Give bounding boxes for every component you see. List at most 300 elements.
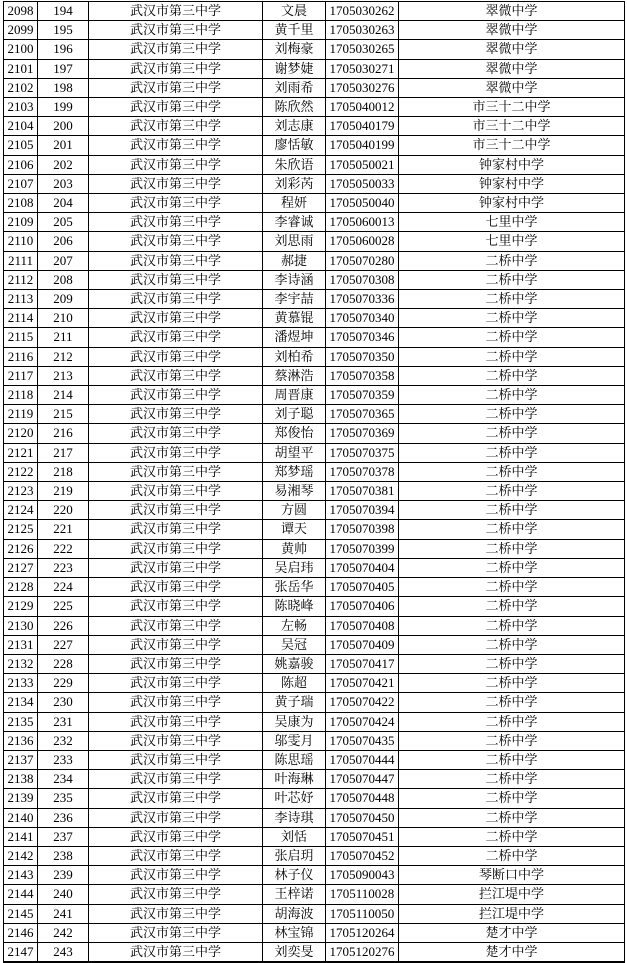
cell-school: 武汉市第三中学 xyxy=(89,309,263,328)
cell-roll-no: 225 xyxy=(38,597,89,616)
cell-exam-id: 1705110028 xyxy=(326,885,399,904)
cell-origin-school: 二桥中学 xyxy=(399,290,625,309)
cell-student-name: 程妍 xyxy=(263,194,326,213)
cell-school: 武汉市第三中学 xyxy=(89,174,263,193)
cell-exam-id: 1705070336 xyxy=(326,290,399,309)
cell-exam-id: 1705040012 xyxy=(326,98,399,117)
table-row xyxy=(4,846,625,865)
table-row xyxy=(4,770,625,789)
cell-student-name: 易湘琴 xyxy=(263,482,326,501)
cell-exam-id: 1705030271 xyxy=(326,59,399,78)
cell-student-name: 方圆 xyxy=(263,501,326,520)
cell-exam-id: 1705040199 xyxy=(326,136,399,155)
table-row xyxy=(4,194,625,213)
table-row xyxy=(4,251,625,270)
cell-origin-school: 二桥中学 xyxy=(399,789,625,808)
table-row xyxy=(4,309,625,328)
cell-exam-id: 1705040179 xyxy=(326,117,399,136)
cell-school: 武汉市第三中学 xyxy=(89,827,263,846)
cell-seq: 2144 xyxy=(4,885,38,904)
cell-roll-no: 209 xyxy=(38,290,89,309)
cell-school: 武汉市第三中学 xyxy=(89,40,263,59)
cell-roll-no: 234 xyxy=(38,770,89,789)
cell-seq: 2110 xyxy=(4,232,38,251)
table-row xyxy=(4,693,625,712)
cell-exam-id: 1705070350 xyxy=(326,347,399,366)
cell-seq: 2112 xyxy=(4,270,38,289)
cell-origin-school: 楚才中学 xyxy=(399,942,625,962)
cell-student-name: 吴冠 xyxy=(263,635,326,654)
table-row xyxy=(4,270,625,289)
cell-roll-no: 240 xyxy=(38,885,89,904)
cell-roll-no: 218 xyxy=(38,462,89,481)
cell-seq: 2135 xyxy=(4,712,38,731)
cell-student-name: 邬雯月 xyxy=(263,731,326,750)
cell-exam-id: 1705050021 xyxy=(326,155,399,174)
cell-roll-no: 217 xyxy=(38,443,89,462)
cell-roll-no: 236 xyxy=(38,808,89,827)
cell-student-name: 黄千里 xyxy=(263,21,326,40)
cell-school: 武汉市第三中学 xyxy=(89,750,263,769)
cell-student-name: 刘彩芮 xyxy=(263,174,326,193)
cell-exam-id: 1705070409 xyxy=(326,635,399,654)
cell-student-name: 刘奕旻 xyxy=(263,942,326,962)
cell-exam-id: 1705070450 xyxy=(326,808,399,827)
cell-roll-no: 242 xyxy=(38,923,89,942)
cell-school: 武汉市第三中学 xyxy=(89,654,263,673)
cell-roll-no: 199 xyxy=(38,98,89,117)
cell-school: 武汉市第三中学 xyxy=(89,482,263,501)
cell-exam-id: 1705070408 xyxy=(326,616,399,635)
cell-school: 武汉市第三中学 xyxy=(89,885,263,904)
cell-seq: 2105 xyxy=(4,136,38,155)
cell-exam-id: 1705030263 xyxy=(326,21,399,40)
cell-student-name: 胡望平 xyxy=(263,443,326,462)
cell-exam-id: 1705070406 xyxy=(326,597,399,616)
cell-student-name: 刘恬 xyxy=(263,827,326,846)
cell-roll-no: 200 xyxy=(38,117,89,136)
cell-origin-school: 二桥中学 xyxy=(399,347,625,366)
cell-exam-id: 1705070452 xyxy=(326,846,399,865)
cell-student-name: 刘子聪 xyxy=(263,405,326,424)
table-row xyxy=(4,866,625,885)
cell-school: 武汉市第三中学 xyxy=(89,213,263,232)
cell-roll-no: 235 xyxy=(38,789,89,808)
cell-roll-no: 224 xyxy=(38,578,89,597)
cell-origin-school: 翠微中学 xyxy=(399,2,625,21)
cell-exam-id: 1705070280 xyxy=(326,251,399,270)
table-row xyxy=(4,290,625,309)
table-row xyxy=(4,616,625,635)
cell-roll-no: 198 xyxy=(38,78,89,97)
cell-school: 武汉市第三中学 xyxy=(89,117,263,136)
cell-school: 武汉市第三中学 xyxy=(89,846,263,865)
cell-origin-school: 二桥中学 xyxy=(399,770,625,789)
cell-origin-school: 拦江堤中学 xyxy=(399,885,625,904)
cell-roll-no: 220 xyxy=(38,501,89,520)
cell-roll-no: 241 xyxy=(38,904,89,923)
cell-origin-school: 二桥中学 xyxy=(399,712,625,731)
cell-seq: 2119 xyxy=(4,405,38,424)
cell-school: 武汉市第三中学 xyxy=(89,712,263,731)
cell-school: 武汉市第三中学 xyxy=(89,290,263,309)
cell-roll-no: 210 xyxy=(38,309,89,328)
table-row xyxy=(4,443,625,462)
cell-seq: 2106 xyxy=(4,155,38,174)
cell-origin-school: 二桥中学 xyxy=(399,616,625,635)
cell-school: 武汉市第三中学 xyxy=(89,520,263,539)
cell-origin-school: 楚才中学 xyxy=(399,923,625,942)
cell-seq: 2123 xyxy=(4,482,38,501)
cell-origin-school: 市三十二中学 xyxy=(399,117,625,136)
cell-exam-id: 1705070375 xyxy=(326,443,399,462)
cell-exam-id: 1705070381 xyxy=(326,482,399,501)
cell-school: 武汉市第三中学 xyxy=(89,2,263,21)
cell-school: 武汉市第三中学 xyxy=(89,942,263,962)
cell-origin-school: 二桥中学 xyxy=(399,386,625,405)
cell-seq: 2107 xyxy=(4,174,38,193)
cell-origin-school: 二桥中学 xyxy=(399,424,625,443)
cell-origin-school: 二桥中学 xyxy=(399,328,625,347)
cell-exam-id: 1705070378 xyxy=(326,462,399,481)
student-roster-table-body xyxy=(4,2,625,963)
cell-origin-school: 二桥中学 xyxy=(399,405,625,424)
cell-seq: 2127 xyxy=(4,558,38,577)
cell-roll-no: 227 xyxy=(38,635,89,654)
cell-exam-id: 1705050033 xyxy=(326,174,399,193)
cell-roll-no: 219 xyxy=(38,482,89,501)
cell-exam-id: 1705050040 xyxy=(326,194,399,213)
cell-origin-school: 二桥中学 xyxy=(399,482,625,501)
cell-roll-no: 221 xyxy=(38,520,89,539)
cell-school: 武汉市第三中学 xyxy=(89,808,263,827)
cell-seq: 2098 xyxy=(4,2,38,21)
cell-student-name: 姚嘉骏 xyxy=(263,654,326,673)
cell-school: 武汉市第三中学 xyxy=(89,405,263,424)
cell-school: 武汉市第三中学 xyxy=(89,443,263,462)
cell-student-name: 李睿诚 xyxy=(263,213,326,232)
table-row xyxy=(4,347,625,366)
cell-student-name: 王梓诺 xyxy=(263,885,326,904)
cell-roll-no: 232 xyxy=(38,731,89,750)
table-row xyxy=(4,654,625,673)
cell-exam-id: 1705120264 xyxy=(326,923,399,942)
table-row xyxy=(4,885,625,904)
cell-exam-id: 1705070340 xyxy=(326,309,399,328)
cell-exam-id: 1705070444 xyxy=(326,750,399,769)
cell-exam-id: 1705070365 xyxy=(326,405,399,424)
cell-student-name: 李宇喆 xyxy=(263,290,326,309)
cell-roll-no: 214 xyxy=(38,386,89,405)
cell-school: 武汉市第三中学 xyxy=(89,59,263,78)
cell-school: 武汉市第三中学 xyxy=(89,232,263,251)
table-row xyxy=(4,731,625,750)
cell-school: 武汉市第三中学 xyxy=(89,731,263,750)
cell-seq: 2132 xyxy=(4,654,38,673)
table-row xyxy=(4,923,625,942)
cell-seq: 2113 xyxy=(4,290,38,309)
cell-origin-school: 翠微中学 xyxy=(399,40,625,59)
cell-seq: 2137 xyxy=(4,750,38,769)
cell-student-name: 吴启玮 xyxy=(263,558,326,577)
cell-school: 武汉市第三中学 xyxy=(89,501,263,520)
table-row xyxy=(4,539,625,558)
cell-school: 武汉市第三中学 xyxy=(89,578,263,597)
cell-school: 武汉市第三中学 xyxy=(89,78,263,97)
cell-school: 武汉市第三中学 xyxy=(89,693,263,712)
cell-seq: 2146 xyxy=(4,923,38,942)
cell-student-name: 郝捷 xyxy=(263,251,326,270)
cell-school: 武汉市第三中学 xyxy=(89,789,263,808)
cell-school: 武汉市第三中学 xyxy=(89,251,263,270)
cell-exam-id: 1705070448 xyxy=(326,789,399,808)
table-row xyxy=(4,904,625,923)
table-row xyxy=(4,405,625,424)
cell-seq: 2118 xyxy=(4,386,38,405)
cell-school: 武汉市第三中学 xyxy=(89,866,263,885)
cell-seq: 2104 xyxy=(4,117,38,136)
cell-school: 武汉市第三中学 xyxy=(89,674,263,693)
cell-roll-no: 223 xyxy=(38,558,89,577)
cell-school: 武汉市第三中学 xyxy=(89,270,263,289)
cell-seq: 2139 xyxy=(4,789,38,808)
cell-student-name: 林宝锦 xyxy=(263,923,326,942)
cell-origin-school: 拦江堤中学 xyxy=(399,904,625,923)
cell-origin-school: 二桥中学 xyxy=(399,827,625,846)
cell-seq: 2133 xyxy=(4,674,38,693)
cell-student-name: 郑梦瑶 xyxy=(263,462,326,481)
table-row xyxy=(4,232,625,251)
cell-roll-no: 213 xyxy=(38,366,89,385)
table-row xyxy=(4,597,625,616)
cell-origin-school: 翠微中学 xyxy=(399,78,625,97)
cell-student-name: 左畅 xyxy=(263,616,326,635)
cell-exam-id: 1705070369 xyxy=(326,424,399,443)
cell-roll-no: 204 xyxy=(38,194,89,213)
cell-exam-id: 1705070435 xyxy=(326,731,399,750)
cell-origin-school: 二桥中学 xyxy=(399,558,625,577)
table-row xyxy=(4,59,625,78)
cell-student-name: 陈欣然 xyxy=(263,98,326,117)
cell-school: 武汉市第三中学 xyxy=(89,558,263,577)
cell-student-name: 胡海波 xyxy=(263,904,326,923)
cell-seq: 2117 xyxy=(4,366,38,385)
cell-school: 武汉市第三中学 xyxy=(89,539,263,558)
cell-roll-no: 202 xyxy=(38,155,89,174)
cell-student-name: 刘志康 xyxy=(263,117,326,136)
cell-roll-no: 211 xyxy=(38,328,89,347)
cell-origin-school: 二桥中学 xyxy=(399,539,625,558)
cell-school: 武汉市第三中学 xyxy=(89,347,263,366)
cell-origin-school: 二桥中学 xyxy=(399,251,625,270)
cell-exam-id: 1705060013 xyxy=(326,213,399,232)
table-row xyxy=(4,942,625,962)
cell-exam-id: 1705030276 xyxy=(326,78,399,97)
cell-origin-school: 二桥中学 xyxy=(399,366,625,385)
cell-exam-id: 1705070308 xyxy=(326,270,399,289)
cell-seq: 2136 xyxy=(4,731,38,750)
cell-seq: 2109 xyxy=(4,213,38,232)
cell-seq: 2143 xyxy=(4,866,38,885)
cell-roll-no: 195 xyxy=(38,21,89,40)
cell-school: 武汉市第三中学 xyxy=(89,635,263,654)
cell-student-name: 谭天 xyxy=(263,520,326,539)
table-row xyxy=(4,40,625,59)
cell-student-name: 文晨 xyxy=(263,2,326,21)
cell-seq: 2101 xyxy=(4,59,38,78)
cell-seq: 2099 xyxy=(4,21,38,40)
cell-student-name: 廖恬敏 xyxy=(263,136,326,155)
table-row xyxy=(4,136,625,155)
table-row xyxy=(4,482,625,501)
cell-exam-id: 1705070359 xyxy=(326,386,399,405)
cell-student-name: 蔡淋浩 xyxy=(263,366,326,385)
cell-exam-id: 1705090043 xyxy=(326,866,399,885)
cell-school: 武汉市第三中学 xyxy=(89,770,263,789)
cell-seq: 2142 xyxy=(4,846,38,865)
cell-origin-school: 二桥中学 xyxy=(399,462,625,481)
cell-origin-school: 二桥中学 xyxy=(399,808,625,827)
cell-school: 武汉市第三中学 xyxy=(89,136,263,155)
cell-origin-school: 琴断口中学 xyxy=(399,866,625,885)
cell-origin-school: 翠微中学 xyxy=(399,21,625,40)
cell-seq: 2120 xyxy=(4,424,38,443)
cell-school: 武汉市第三中学 xyxy=(89,155,263,174)
table-row xyxy=(4,712,625,731)
cell-student-name: 吴康为 xyxy=(263,712,326,731)
cell-origin-school: 二桥中学 xyxy=(399,309,625,328)
cell-school: 武汉市第三中学 xyxy=(89,386,263,405)
cell-student-name: 谢梦婕 xyxy=(263,59,326,78)
cell-seq: 2100 xyxy=(4,40,38,59)
cell-seq: 2129 xyxy=(4,597,38,616)
table-row xyxy=(4,789,625,808)
cell-seq: 2108 xyxy=(4,194,38,213)
cell-seq: 2147 xyxy=(4,942,38,962)
cell-student-name: 朱欣语 xyxy=(263,155,326,174)
cell-origin-school: 二桥中学 xyxy=(399,501,625,520)
cell-seq: 2128 xyxy=(4,578,38,597)
cell-roll-no: 216 xyxy=(38,424,89,443)
cell-exam-id: 1705070422 xyxy=(326,693,399,712)
cell-school: 武汉市第三中学 xyxy=(89,328,263,347)
table-row xyxy=(4,520,625,539)
cell-seq: 2145 xyxy=(4,904,38,923)
cell-student-name: 刘梅豪 xyxy=(263,40,326,59)
cell-exam-id: 1705070451 xyxy=(326,827,399,846)
cell-origin-school: 二桥中学 xyxy=(399,578,625,597)
cell-school: 武汉市第三中学 xyxy=(89,616,263,635)
cell-origin-school: 二桥中学 xyxy=(399,750,625,769)
cell-student-name: 李诗涵 xyxy=(263,270,326,289)
cell-origin-school: 二桥中学 xyxy=(399,846,625,865)
cell-school: 武汉市第三中学 xyxy=(89,923,263,942)
cell-exam-id: 1705120276 xyxy=(326,942,399,962)
cell-roll-no: 233 xyxy=(38,750,89,769)
cell-origin-school: 二桥中学 xyxy=(399,731,625,750)
cell-roll-no: 194 xyxy=(38,2,89,21)
cell-exam-id: 1705070405 xyxy=(326,578,399,597)
cell-origin-school: 二桥中学 xyxy=(399,520,625,539)
cell-roll-no: 222 xyxy=(38,539,89,558)
cell-roll-no: 230 xyxy=(38,693,89,712)
cell-origin-school: 市三十二中学 xyxy=(399,136,625,155)
table-row xyxy=(4,213,625,232)
cell-roll-no: 208 xyxy=(38,270,89,289)
cell-exam-id: 1705070404 xyxy=(326,558,399,577)
table-row xyxy=(4,328,625,347)
cell-student-name: 郑俊怡 xyxy=(263,424,326,443)
table-row xyxy=(4,386,625,405)
cell-exam-id: 1705070346 xyxy=(326,328,399,347)
cell-roll-no: 226 xyxy=(38,616,89,635)
cell-student-name: 刘思雨 xyxy=(263,232,326,251)
cell-school: 武汉市第三中学 xyxy=(89,194,263,213)
cell-roll-no: 201 xyxy=(38,136,89,155)
table-row xyxy=(4,558,625,577)
cell-roll-no: 206 xyxy=(38,232,89,251)
cell-seq: 2124 xyxy=(4,501,38,520)
cell-roll-no: 229 xyxy=(38,674,89,693)
cell-student-name: 刘柏希 xyxy=(263,347,326,366)
cell-roll-no: 243 xyxy=(38,942,89,962)
table-row xyxy=(4,424,625,443)
cell-seq: 2111 xyxy=(4,251,38,270)
cell-exam-id: 1705070398 xyxy=(326,520,399,539)
cell-student-name: 陈超 xyxy=(263,674,326,693)
cell-seq: 2140 xyxy=(4,808,38,827)
student-roster-table xyxy=(3,1,625,963)
cell-seq: 2131 xyxy=(4,635,38,654)
cell-school: 武汉市第三中学 xyxy=(89,597,263,616)
table-row xyxy=(4,674,625,693)
cell-origin-school: 二桥中学 xyxy=(399,597,625,616)
cell-roll-no: 215 xyxy=(38,405,89,424)
cell-seq: 2141 xyxy=(4,827,38,846)
table-row xyxy=(4,635,625,654)
cell-student-name: 林子仪 xyxy=(263,866,326,885)
cell-student-name: 叶海琳 xyxy=(263,770,326,789)
cell-school: 武汉市第三中学 xyxy=(89,98,263,117)
table-row xyxy=(4,501,625,520)
cell-student-name: 黄子瑞 xyxy=(263,693,326,712)
cell-origin-school: 二桥中学 xyxy=(399,674,625,693)
cell-origin-school: 翠微中学 xyxy=(399,59,625,78)
cell-exam-id: 1705070421 xyxy=(326,674,399,693)
cell-seq: 2126 xyxy=(4,539,38,558)
cell-exam-id: 1705110050 xyxy=(326,904,399,923)
cell-roll-no: 239 xyxy=(38,866,89,885)
cell-student-name: 黄慕锟 xyxy=(263,309,326,328)
table-row xyxy=(4,462,625,481)
cell-student-name: 李诗琪 xyxy=(263,808,326,827)
table-row xyxy=(4,827,625,846)
cell-student-name: 黄帅 xyxy=(263,539,326,558)
cell-roll-no: 238 xyxy=(38,846,89,865)
cell-school: 武汉市第三中学 xyxy=(89,21,263,40)
cell-origin-school: 钟家村中学 xyxy=(399,194,625,213)
cell-student-name: 张启玥 xyxy=(263,846,326,865)
cell-origin-school: 二桥中学 xyxy=(399,270,625,289)
table-row xyxy=(4,78,625,97)
cell-roll-no: 203 xyxy=(38,174,89,193)
table-row xyxy=(4,98,625,117)
cell-seq: 2138 xyxy=(4,770,38,789)
cell-exam-id: 1705030265 xyxy=(326,40,399,59)
cell-exam-id: 1705070417 xyxy=(326,654,399,673)
cell-exam-id: 1705070447 xyxy=(326,770,399,789)
table-row xyxy=(4,808,625,827)
